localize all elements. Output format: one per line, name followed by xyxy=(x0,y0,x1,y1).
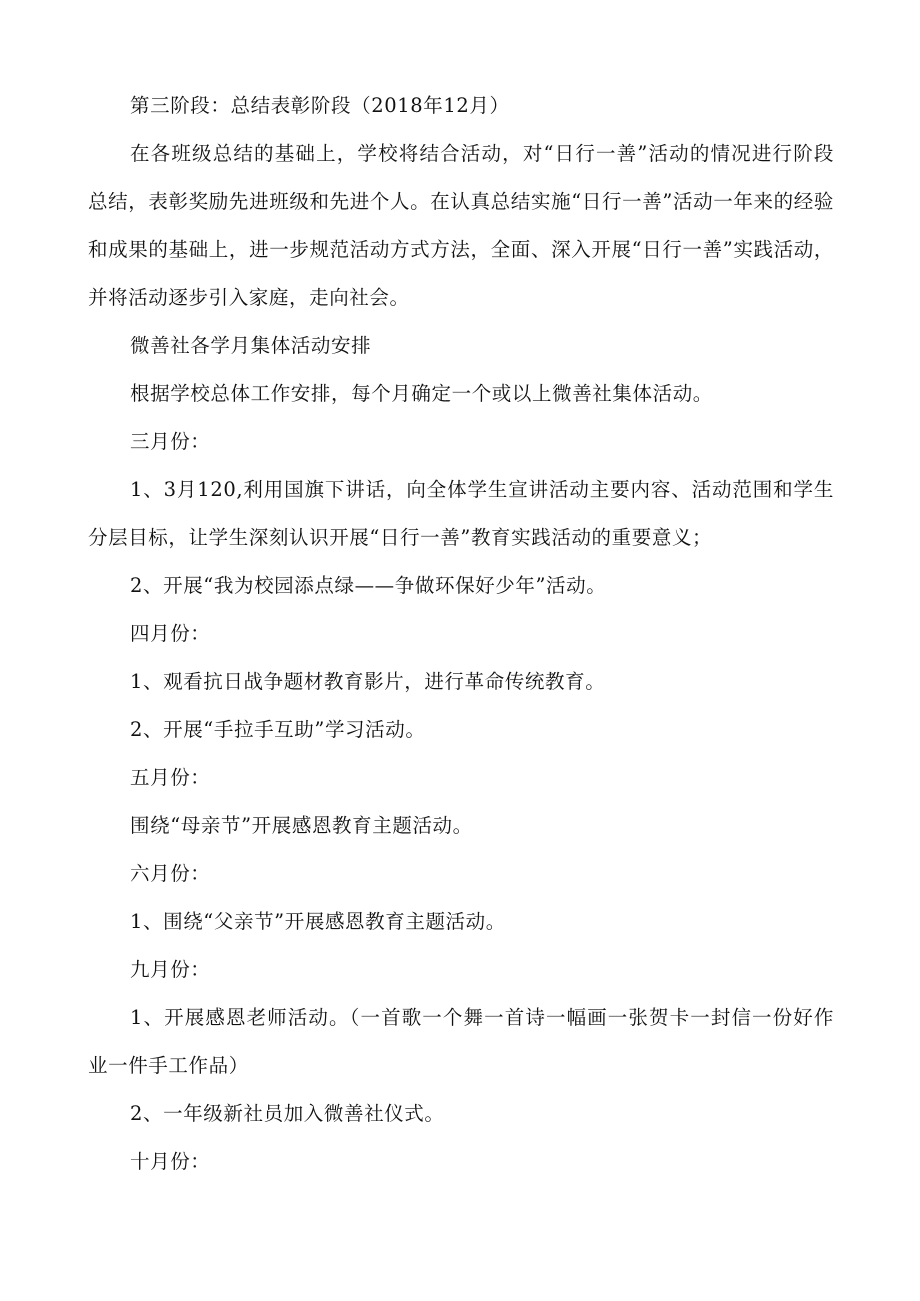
month-may-heading: 五月份： xyxy=(130,766,211,789)
month-june-heading: 六月份： xyxy=(130,862,211,885)
march-item-2: 2、开展“我为校园添点绿——争做环保好少年”活动。 xyxy=(130,574,607,597)
stage-three-body: 在各班级总结的基础上，学校将结合活动，对“日行一善”活动的情况进行阶段总结，表彰奖励先进班级和先进个人。在认真总结实施“日行一善”活动一年来的经验和成果的基础上，进一步规范活动方式方法，全面、深入开展“日行一善”实践活动，并将活动逐步引入家庭，走向社会。 xyxy=(88,142,834,309)
september-item-1: 1、开展感恩老师活动。（一首歌一个舞一首诗一幅画一张贺卡一封信一份好作业一件手工作品） xyxy=(88,1006,834,1077)
month-march-heading: 三月份： xyxy=(130,430,211,453)
stage-three-heading: 第三阶段：总结表彰阶段（2018年12月） xyxy=(130,94,510,117)
monthly-activities-heading: 微善社各学月集体活动安排 xyxy=(130,334,372,357)
april-item-1: 1、观看抗日战争题材教育影片，进行革命传统教育。 xyxy=(130,670,606,693)
monthly-activities-intro: 根据学校总体工作安排，每个月确定一个或以上微善社集体活动。 xyxy=(130,382,713,405)
march-item-1: 1、3月120,利用国旗下讲话，向全体学生宣讲活动主要内容、活动范围和学生分层目标，让学生深刻认识开展“日行一善”教育实践活动的重要意义； xyxy=(88,478,834,549)
document-page xyxy=(88,82,834,1186)
may-item: 围绕“母亲节”开展感恩教育主题活动。 xyxy=(130,814,473,837)
month-april-heading: 四月份： xyxy=(130,622,211,645)
april-item-2: 2、开展“手拉手互助”学习活动。 xyxy=(130,718,426,741)
month-october-heading: 十月份： xyxy=(130,1150,211,1173)
june-item-1: 1、围绕“父亲节”开展感恩教育主题活动。 xyxy=(130,910,506,933)
month-september-heading: 九月份： xyxy=(130,958,211,981)
september-item-2: 2、一年级新社员加入微善社仪式。 xyxy=(130,1102,445,1125)
